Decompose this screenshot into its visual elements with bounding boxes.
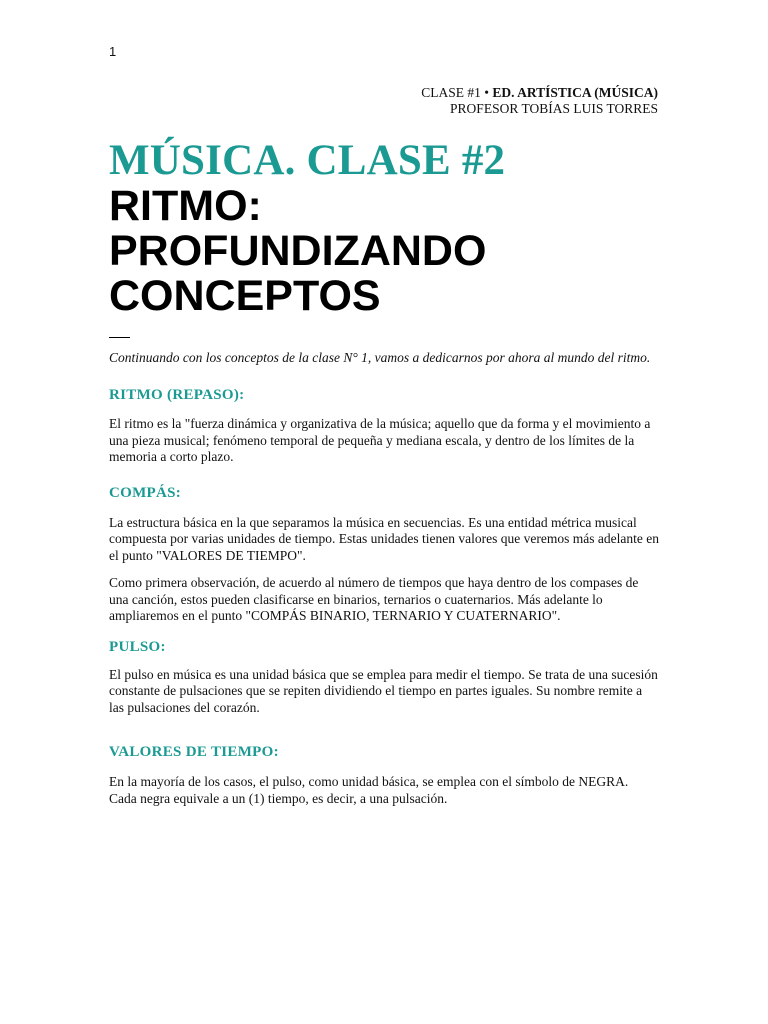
section-heading-valores: VALORES DE TIEMPO: [109,744,279,760]
section-heading-pulso: PULSO: [109,638,166,655]
document-header [421,85,658,117]
page-number: 1 [109,44,117,59]
intro-text: Continuando con los conceptos de la clase N° 1, vamos a dedicarnos por ahora al mundo del ritmo. [109,350,651,365]
course-prefix: CLASE #1 • [421,85,493,100]
sub-title-line: PROFUNDIZANDO [109,227,487,275]
section-heading-ritmo: RITMO (REPASO): [109,387,245,403]
course-subject: ED. ARTÍSTICA (MÚSICA) [492,85,658,100]
section-paragraph: En la mayoría de los casos, el pulso, como unidad básica, se emplea con el símbolo de NEGRA. Cada negra equivale a un (1) tiempo, es decir, a una pulsación. [109,774,629,806]
sub-title [109,184,659,319]
teacher-name: PROFESOR TOBÍAS LUIS TORRES [450,101,658,116]
title-divider [109,337,130,338]
section-paragraph: Como primera observación, de acuerdo al número de tiempos que haya dentro de los compases de una canción, estos pueden clasificarse en binarios, ternarios o cuaternarios. Más adelante lo ampliaremos en el punto "COMPÁS BINARIO, TERNARIO Y CUATERNARIO". [109,575,639,623]
course-line [421,85,658,101]
section-paragraph: El pulso en música es una unidad básica que se emplea para medir el tiempo. Se trata de una sucesión constante de pulsaciones que se repiten dividiendo el tiempo en partes iguales. Su nombre remite a las pulsaciones del corazón. [109,666,658,715]
sub-title-line: CONCEPTOS [109,272,381,320]
section-heading-compas: COMPÁS: [109,484,182,501]
document-body [109,138,659,807]
main-title: MÚSICA. CLASE #2 [109,137,506,184]
sub-title-line: RITMO: [109,182,262,230]
section-paragraph: La estructura básica en la que separamos la música en secuencias. Es una entidad métrica musical compuesta por varias unidades de tiempo. Estas unidades tienen valores que veremos más adelante en el punto "VALORES DE TIEMPO". [109,514,659,563]
section-paragraph: El ritmo es la "fuerza dinámica y organizativa de la música; aquello que da forma y el movimiento a una pieza musical; fenómeno temporal de pequeña y mediana escala, y dentro de los límites de la memoria a corto plazo. [109,416,651,464]
